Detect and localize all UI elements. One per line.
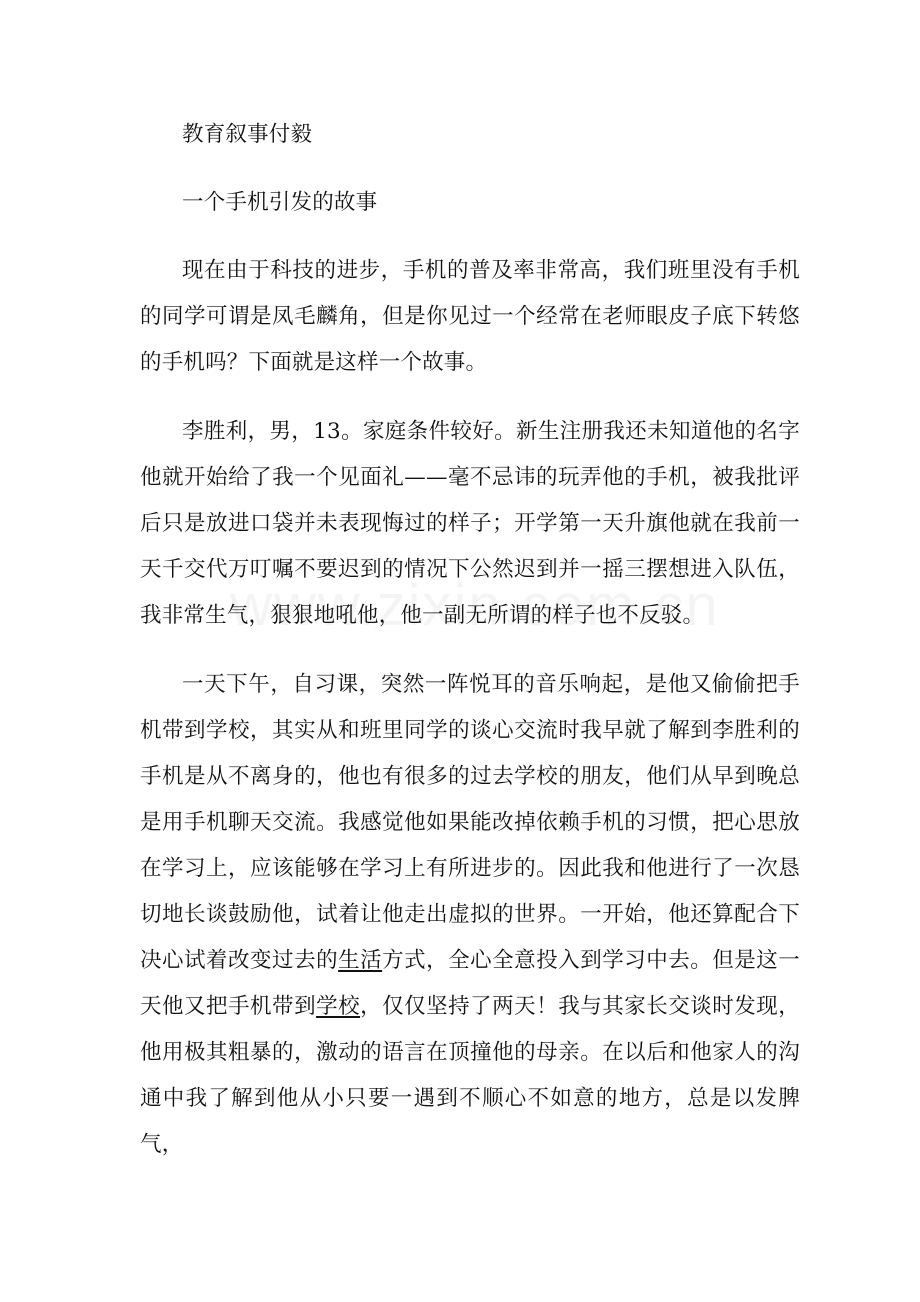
paragraph-text-segment: 方式，全心全意投入到学习中去。但是这一天他又把手机带到 xyxy=(140,948,800,1019)
paragraph-text-segment: 一天下午，自习课，突然一阵悦耳的音乐响起，是他又偷偷把手机带到学校，其实从和班里同学的谈心交流时我早就了解到李胜利的手机是从不离身的，他也有很多的过去学校的朋友，他们从早到晚总是用手机聊天交流。我感觉他如果能改掉依赖手机的习惯，把心思放在学习上，应该能够在学习上有所进步的。因此我和他进行了一次恳切地长谈鼓励他，试着让他走出虚拟的世界。一开始，他还算配合下决心试着改变过去的 xyxy=(140,672,800,973)
paragraph-text-segment: ，仅仅坚持了两天！我与其家长交谈时发现，他用极其粗暴的，激动的语言在顶撞他的母亲。在以后和他家人的沟通中我了解到他从小只要一遇到不顺心不如意的地方，总是以发脾气， xyxy=(140,994,800,1157)
paragraph-afternoon-incident xyxy=(140,662,800,1168)
document-page xyxy=(140,112,800,1191)
underlined-link-xuexiao[interactable]: 学校 xyxy=(316,994,361,1019)
underlined-link-shenghuo[interactable]: 生活 xyxy=(338,948,383,973)
paragraph-student-profile: 李胜利，男，13。家庭条件较好。新生注册我还未知道他的名字他就开始给了我一个见面礼——毫不忌讳的玩弄他的手机，被我批评后只是放进口袋并未表现悔过的样子；开学第一天升旗他就在我前一天千交代万叮嘱不要迟到的情况下公然迟到并一摇三摆想进入队伍，我非常生气，狠狠地吼他，他一副无所谓的样子也不反驳。 xyxy=(140,419,800,628)
paragraph-intro: 现在由于科技的进步，手机的普及率非常高，我们班里没有手机的同学可谓是凤毛麟角，但是你见过一个经常在老师眼皮子底下转悠的手机吗？下面就是这样一个故事。 xyxy=(140,258,800,375)
document-title: 教育叙事付毅 xyxy=(182,122,313,147)
document-subtitle: 一个手机引发的故事 xyxy=(182,190,378,215)
